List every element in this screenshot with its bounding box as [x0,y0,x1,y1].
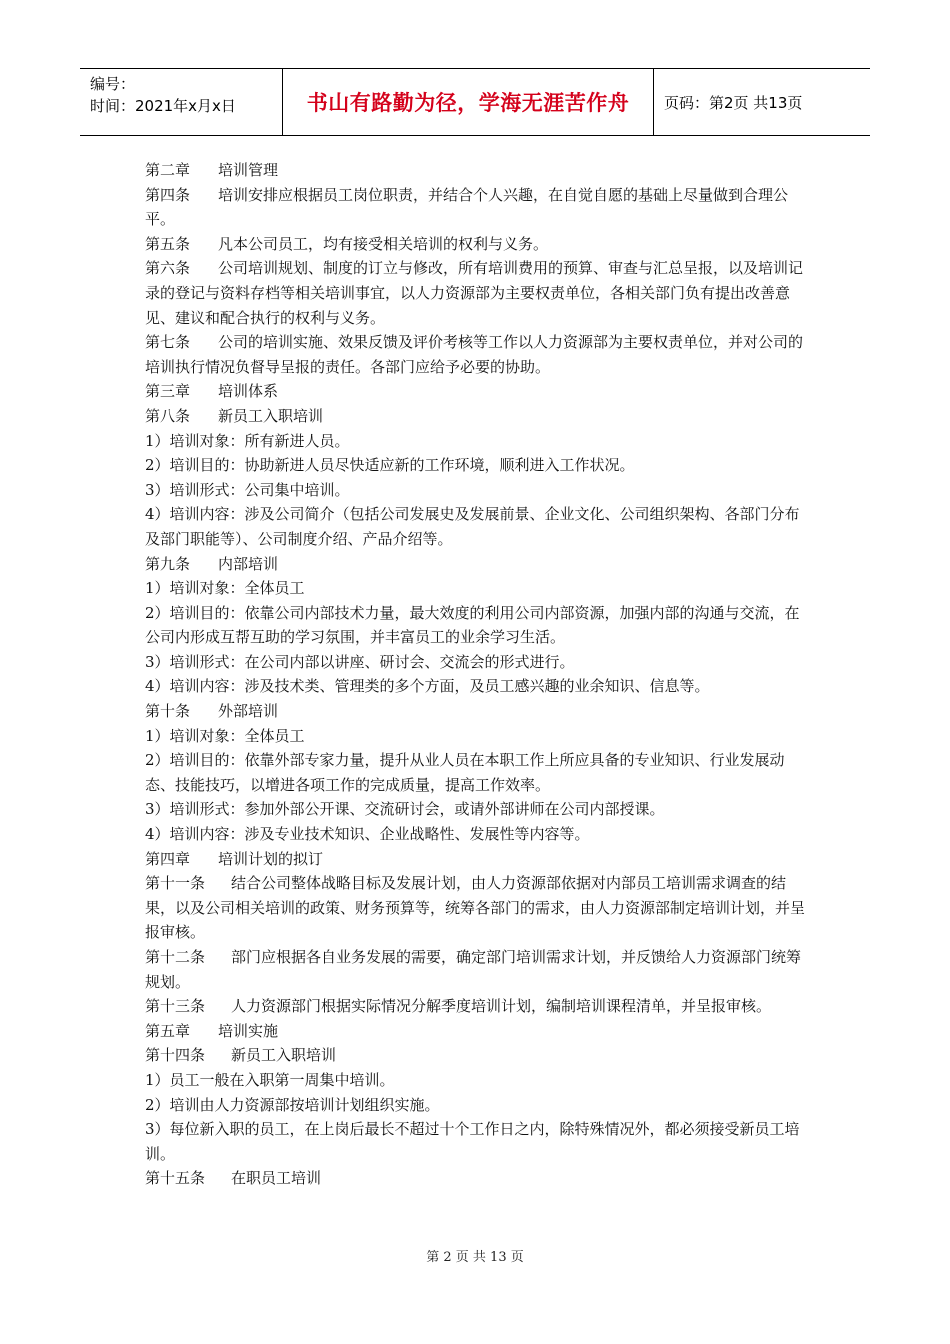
paragraph-text: 培训安排应根据员工岗位职责，并结合个人兴趣，在自觉自愿的基础上尽量做到合理公平。 [145,185,789,229]
list-item [145,748,813,797]
list-item [145,674,813,699]
paragraph-text: 4）培训内容：涉及公司简介（包括公司发展史及发展前景、企业文化、公司组织架构、各部门分布及部门职能等）、公司制度介绍、产品介绍等。 [145,505,800,548]
article-paragraph [145,379,813,404]
document-body [145,158,813,1191]
paragraph-text: 4）培训内容：涉及技术类、管理类的多个方面，及员工感兴趣的业余知识、信息等。 [145,677,710,696]
article-paragraph [145,330,813,379]
paragraph-text: 培训计划的拟订 [218,849,324,868]
paragraph-text: 1）培训对象：全体员工 [145,726,305,745]
paragraph-text: 新员工入职培训 [218,406,324,425]
paragraph-text: 内部培训 [218,554,279,573]
article-paragraph [145,232,813,257]
paragraph-text: 培训管理 [218,161,279,179]
paragraph-text: 1）员工一般在入职第一周集中培训。 [145,1070,395,1089]
paragraph-text: 结合公司整体战略目标及发展计划，由人力资源部依据对内部员工培训需求调查的结果，以及公司相关培训的政策、财务预算等，统筹各部门的需求，由人力资源部制定培训计划，并呈报审核。 [145,874,806,942]
article-paragraph [145,256,813,330]
article-number: 第六条 [145,259,191,278]
page-header [80,68,870,136]
list-item [145,724,813,749]
list-item [145,576,813,601]
list-item [145,601,813,650]
paragraph-text: 新员工入职培训 [231,1046,337,1065]
paragraph-text: 2）培训由人力资源部按培训计划组织实施。 [145,1095,440,1114]
article-paragraph [145,945,813,994]
article-paragraph [145,158,813,183]
article-number: 第十一条 [145,874,206,893]
article-paragraph [145,847,813,872]
page-footer: 第 2 页 共 13 页 [426,1250,524,1265]
paragraph-text: 外部培训 [218,702,279,721]
list-item [145,502,813,551]
header-motto: 书山有路勤为径，学海无涯苦作舟 [306,91,630,115]
paragraph-text: 凡本公司员工，均有接受相关培训的权利与义务。 [218,234,549,253]
article-paragraph [145,871,813,945]
paragraph-text: 人力资源部门根据实际情况分解季度培训计划，编制培训课程清单，并呈报审核。 [231,997,772,1016]
header-meta [80,69,282,135]
list-item [145,797,813,822]
article-number: 第十四条 [145,1046,206,1065]
paragraph-text: 3）培训形式：公司集中培训。 [145,480,350,499]
paragraph-text: 2）培训目的：依靠公司内部技术力量，最大效度的利用公司内部资源，加强内部的沟通与交流，在公司内形成互帮互助的学习氛围，并丰富员工的业余学习生活。 [145,603,800,647]
paragraph-text: 3）培训形式：在公司内部以讲座、研讨会、交流会的形式进行。 [145,652,575,671]
paragraph-text: 3）每位新入职的员工，在上岗后最长不超过十个工作日之内，除特殊情况外，都必须接受新员工培训。 [145,1120,800,1163]
article-paragraph [145,1019,813,1044]
paragraph-text: 4）培训内容：涉及专业技术知识、企业战略性、发展性等内容等。 [145,825,590,844]
article-number: 第九条 [145,554,191,573]
article-paragraph [145,699,813,724]
paragraph-text: 1）培训对象：全体员工 [145,579,305,598]
list-item [145,453,813,478]
article-number: 第五条 [145,234,191,253]
document-number-label: 编号： [90,75,136,93]
paragraph-text: 在职员工培训 [231,1169,322,1188]
article-number: 第十条 [145,702,191,721]
article-number: 第七条 [145,333,191,352]
list-item [145,650,813,675]
article-number: 第四条 [145,185,191,204]
paragraph-text: 2）培训目的：依靠外部专家力量，提升从业人员在本职工作上所应具备的专业知识、行业发展动态、技能技巧，以增进各项工作的完成质量，提高工作效率。 [145,751,785,794]
article-number: 第八条 [145,406,191,425]
article-number: 第五章 [145,1021,191,1040]
list-item [145,1068,813,1093]
list-item [145,1093,813,1118]
article-number: 第三章 [145,382,191,401]
list-item [145,1117,813,1166]
paragraph-text: 3）培训形式：参加外部公开课、交流研讨会，或请外部讲师在公司内部授课。 [145,800,665,819]
article-number: 第四章 [145,849,191,868]
article-paragraph [145,183,813,232]
article-number: 第十三条 [145,997,206,1016]
article-paragraph [145,1043,813,1068]
article-paragraph [145,994,813,1019]
paragraph-text: 公司的培训实施、效果反馈及评价考核等工作以人力资源部为主要权责单位，并对公司的培训执行情况负督导呈报的责任。各部门应给予必要的协助。 [145,333,804,376]
paragraph-text: 1）培训对象：所有新进人员。 [145,431,350,450]
list-item [145,429,813,454]
paragraph-text: 部门应根据各自业务发展的需要，确定部门培训需求计划，并反馈给人力资源部门统筹规划。 [145,948,802,991]
article-number: 第十五条 [145,1169,206,1188]
header-page-info-cell [654,69,870,135]
article-number: 第十二条 [145,948,206,966]
list-item [145,478,813,503]
document-time: 时间：2021年x月x日 [90,97,236,115]
paragraph-text: 2）培训目的：协助新进人员尽快适应新的工作环境，顺利进入工作状况。 [145,456,635,475]
article-paragraph [145,404,813,429]
list-item [145,822,813,847]
article-number: 第二章 [145,161,191,179]
article-paragraph [145,552,813,577]
header-page-info: 页码：第2页 共13页 [664,93,803,112]
paragraph-text: 公司培训规划、制度的订立与修改，所有培训费用的预算、审查与汇总呈报，以及培训记录的登记与资料存档等相关培训事宜，以人力资源部为主要权责单位，各相关部门负有提出改善意见、建议和配合执行的权利与义务。 [145,259,804,327]
header-motto-cell [282,69,654,135]
paragraph-text: 培训实施 [218,1021,279,1040]
article-paragraph [145,1166,813,1191]
paragraph-text: 培训体系 [218,382,279,401]
